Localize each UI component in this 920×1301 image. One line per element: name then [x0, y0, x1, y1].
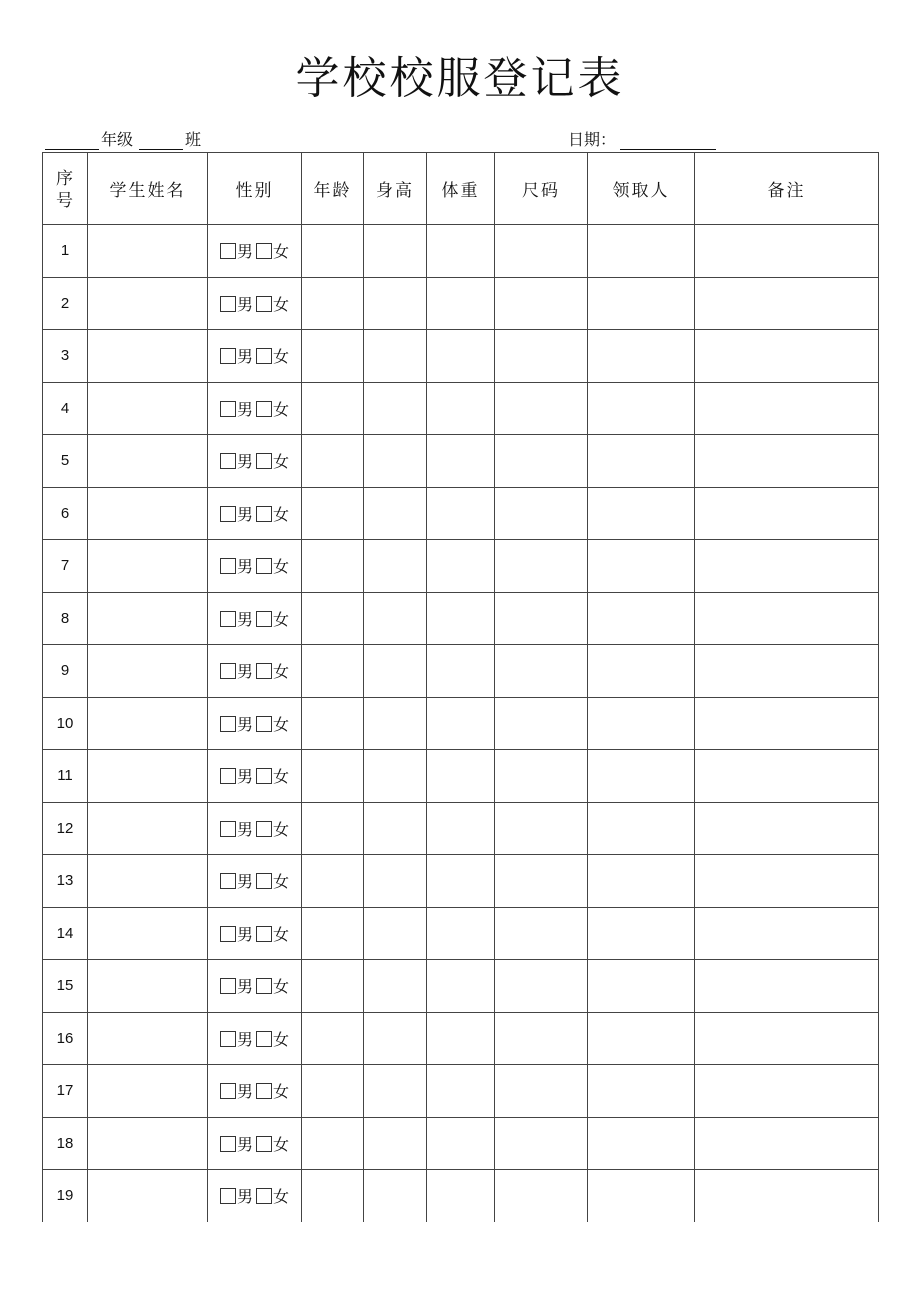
- gender-cell: [208, 750, 302, 803]
- male-checkbox[interactable]: [220, 1136, 236, 1152]
- receiver-cell[interactable]: [588, 907, 695, 960]
- size-cell[interactable]: [495, 330, 588, 383]
- student-name-cell[interactable]: [88, 1012, 208, 1065]
- receiver-cell[interactable]: [588, 855, 695, 908]
- form-title: 学校校服登记表: [295, 53, 625, 104]
- table-row: [43, 540, 879, 593]
- receiver-cell[interactable]: [588, 960, 695, 1013]
- age-cell[interactable]: [302, 645, 364, 698]
- date-blank[interactable]: [620, 131, 716, 150]
- remarks-cell[interactable]: [695, 645, 879, 698]
- header-weight: 体重: [427, 153, 495, 225]
- remarks-cell[interactable]: [695, 907, 879, 960]
- female-checkbox[interactable]: [256, 1136, 272, 1152]
- student-name-cell[interactable]: [88, 855, 208, 908]
- grade-class-line: [45, 126, 207, 150]
- remarks-cell[interactable]: [695, 1065, 879, 1118]
- table-header-row: [43, 153, 879, 225]
- male-label: 男: [236, 662, 253, 682]
- table-row: [43, 1012, 879, 1065]
- size-cell[interactable]: [495, 802, 588, 855]
- table-row: [43, 435, 879, 488]
- remarks-cell[interactable]: [695, 540, 879, 593]
- remarks-cell[interactable]: [695, 1012, 879, 1065]
- female-label: 女: [273, 872, 290, 892]
- male-checkbox[interactable]: [220, 716, 236, 732]
- gender-cell: [208, 697, 302, 750]
- female-checkbox[interactable]: [256, 243, 272, 259]
- receiver-cell[interactable]: [588, 382, 695, 435]
- size-cell[interactable]: [495, 697, 588, 750]
- weight-cell[interactable]: [427, 802, 495, 855]
- grade-blank[interactable]: [45, 131, 99, 150]
- height-cell[interactable]: [364, 487, 427, 540]
- female-label: 女: [273, 767, 290, 787]
- female-checkbox[interactable]: [256, 1188, 272, 1204]
- male-checkbox[interactable]: [220, 663, 236, 679]
- receiver-cell[interactable]: [588, 540, 695, 593]
- age-cell[interactable]: [302, 330, 364, 383]
- age-cell[interactable]: [302, 1117, 364, 1170]
- male-checkbox[interactable]: [220, 1188, 236, 1204]
- height-cell[interactable]: [364, 1012, 427, 1065]
- gender-cell: [208, 1012, 302, 1065]
- male-checkbox[interactable]: [220, 821, 236, 837]
- registration-table: [42, 152, 879, 1222]
- remarks-cell[interactable]: [695, 382, 879, 435]
- age-cell[interactable]: [302, 697, 364, 750]
- male-label: 男: [236, 1029, 253, 1049]
- remarks-cell[interactable]: [695, 750, 879, 803]
- row-seq: 7: [43, 540, 88, 593]
- size-cell[interactable]: [495, 645, 588, 698]
- table-row: [43, 907, 879, 960]
- age-cell[interactable]: [302, 750, 364, 803]
- age-cell[interactable]: [302, 487, 364, 540]
- student-name-cell[interactable]: [88, 277, 208, 330]
- male-label: 男: [236, 557, 253, 577]
- row-seq: 15: [43, 960, 88, 1013]
- gender-cell: [208, 435, 302, 488]
- weight-cell[interactable]: [427, 330, 495, 383]
- size-cell[interactable]: [495, 1012, 588, 1065]
- gender-cell: [208, 592, 302, 645]
- receiver-cell[interactable]: [588, 1170, 695, 1222]
- height-cell[interactable]: [364, 330, 427, 383]
- gender-cell: [208, 487, 302, 540]
- student-name-cell[interactable]: [88, 645, 208, 698]
- size-cell[interactable]: [495, 750, 588, 803]
- age-cell[interactable]: [302, 1065, 364, 1118]
- male-label: 男: [236, 1134, 253, 1154]
- gender-cell: [208, 225, 302, 278]
- male-checkbox[interactable]: [220, 873, 236, 889]
- date-line: [568, 126, 718, 150]
- size-cell[interactable]: [495, 382, 588, 435]
- female-checkbox[interactable]: [256, 663, 272, 679]
- male-label: 男: [236, 504, 253, 524]
- table-row: [43, 855, 879, 908]
- student-name-cell[interactable]: [88, 960, 208, 1013]
- gender-cell: [208, 277, 302, 330]
- remarks-cell[interactable]: [695, 435, 879, 488]
- age-cell[interactable]: [302, 225, 364, 278]
- table-row: [43, 330, 879, 383]
- weight-cell[interactable]: [427, 1065, 495, 1118]
- receiver-cell[interactable]: [588, 645, 695, 698]
- header-receiver: 领取人: [588, 153, 695, 225]
- table-row: [43, 225, 879, 278]
- class-blank[interactable]: [139, 131, 183, 150]
- male-checkbox[interactable]: [220, 558, 236, 574]
- student-name-cell[interactable]: [88, 802, 208, 855]
- male-label: 男: [236, 1082, 253, 1102]
- table-body: [43, 225, 879, 1222]
- weight-cell[interactable]: [427, 855, 495, 908]
- table-row: [43, 592, 879, 645]
- height-cell[interactable]: [364, 855, 427, 908]
- size-cell[interactable]: [495, 277, 588, 330]
- student-name-cell[interactable]: [88, 1117, 208, 1170]
- size-cell[interactable]: [495, 435, 588, 488]
- female-label: 女: [273, 1029, 290, 1049]
- header-height: 身高: [364, 153, 427, 225]
- age-cell[interactable]: [302, 1170, 364, 1222]
- row-seq: 5: [43, 435, 88, 488]
- male-label: 男: [236, 609, 253, 629]
- gender-cell: [208, 645, 302, 698]
- female-label: 女: [273, 347, 290, 367]
- height-cell[interactable]: [364, 1117, 427, 1170]
- height-cell[interactable]: [364, 277, 427, 330]
- height-cell[interactable]: [364, 645, 427, 698]
- remarks-cell[interactable]: [695, 960, 879, 1013]
- row-seq: 19: [43, 1170, 88, 1222]
- gender-cell: [208, 330, 302, 383]
- male-checkbox[interactable]: [220, 401, 236, 417]
- male-label: 男: [236, 924, 253, 944]
- male-checkbox[interactable]: [220, 296, 236, 312]
- table-row: [43, 487, 879, 540]
- female-checkbox[interactable]: [256, 506, 272, 522]
- receiver-cell[interactable]: [588, 487, 695, 540]
- male-label: 男: [236, 294, 253, 314]
- size-cell[interactable]: [495, 960, 588, 1013]
- student-name-cell[interactable]: [88, 382, 208, 435]
- remarks-cell[interactable]: [695, 1170, 879, 1222]
- size-cell[interactable]: [495, 855, 588, 908]
- height-cell[interactable]: [364, 382, 427, 435]
- size-cell[interactable]: [495, 1117, 588, 1170]
- header-age: 年龄: [302, 153, 364, 225]
- weight-cell[interactable]: [427, 750, 495, 803]
- table-row: [43, 750, 879, 803]
- age-cell[interactable]: [302, 592, 364, 645]
- female-checkbox[interactable]: [256, 1031, 272, 1047]
- male-checkbox[interactable]: [220, 768, 236, 784]
- weight-cell[interactable]: [427, 1117, 495, 1170]
- receiver-cell[interactable]: [588, 277, 695, 330]
- gender-cell: [208, 802, 302, 855]
- male-label: 男: [236, 452, 253, 472]
- class-label: 班: [185, 130, 202, 149]
- female-checkbox[interactable]: [256, 873, 272, 889]
- height-cell[interactable]: [364, 960, 427, 1013]
- female-checkbox[interactable]: [256, 926, 272, 942]
- row-seq: 13: [43, 855, 88, 908]
- receiver-cell[interactable]: [588, 697, 695, 750]
- male-checkbox[interactable]: [220, 506, 236, 522]
- female-checkbox[interactable]: [256, 611, 272, 627]
- weight-cell[interactable]: [427, 277, 495, 330]
- size-cell[interactable]: [495, 540, 588, 593]
- student-name-cell[interactable]: [88, 697, 208, 750]
- row-seq: 17: [43, 1065, 88, 1118]
- receiver-cell[interactable]: [588, 1117, 695, 1170]
- gender-cell: [208, 1170, 302, 1222]
- weight-cell[interactable]: [427, 435, 495, 488]
- male-checkbox[interactable]: [220, 926, 236, 942]
- row-seq: 16: [43, 1012, 88, 1065]
- height-cell[interactable]: [364, 225, 427, 278]
- male-label: 男: [236, 242, 253, 262]
- female-label: 女: [273, 714, 290, 734]
- age-cell[interactable]: [302, 960, 364, 1013]
- remarks-cell[interactable]: [695, 802, 879, 855]
- female-checkbox[interactable]: [256, 296, 272, 312]
- row-seq: 10: [43, 697, 88, 750]
- female-label: 女: [273, 1134, 290, 1154]
- receiver-cell[interactable]: [588, 592, 695, 645]
- male-label: 男: [236, 1187, 253, 1207]
- remarks-cell[interactable]: [695, 277, 879, 330]
- male-label: 男: [236, 977, 253, 997]
- weight-cell[interactable]: [427, 487, 495, 540]
- gender-cell: [208, 907, 302, 960]
- table-row: [43, 802, 879, 855]
- weight-cell[interactable]: [427, 645, 495, 698]
- receiver-cell[interactable]: [588, 225, 695, 278]
- row-seq: 2: [43, 277, 88, 330]
- female-label: 女: [273, 819, 290, 839]
- female-checkbox[interactable]: [256, 558, 272, 574]
- female-label: 女: [273, 977, 290, 997]
- female-checkbox[interactable]: [256, 348, 272, 364]
- female-checkbox[interactable]: [256, 716, 272, 732]
- receiver-cell[interactable]: [588, 750, 695, 803]
- student-name-cell[interactable]: [88, 225, 208, 278]
- student-name-cell[interactable]: [88, 592, 208, 645]
- height-cell[interactable]: [364, 907, 427, 960]
- student-name-cell[interactable]: [88, 1065, 208, 1118]
- female-checkbox[interactable]: [256, 978, 272, 994]
- height-cell[interactable]: [364, 697, 427, 750]
- age-cell[interactable]: [302, 435, 364, 488]
- table-row: [43, 645, 879, 698]
- height-cell[interactable]: [364, 1065, 427, 1118]
- height-cell[interactable]: [364, 750, 427, 803]
- male-checkbox[interactable]: [220, 453, 236, 469]
- weight-cell[interactable]: [427, 540, 495, 593]
- age-cell[interactable]: [302, 540, 364, 593]
- remarks-cell[interactable]: [695, 487, 879, 540]
- table-row: [43, 1065, 879, 1118]
- remarks-cell[interactable]: [695, 330, 879, 383]
- receiver-cell[interactable]: [588, 330, 695, 383]
- receiver-cell[interactable]: [588, 1065, 695, 1118]
- remarks-cell[interactable]: [695, 855, 879, 908]
- gender-cell: [208, 1117, 302, 1170]
- size-cell[interactable]: [495, 1065, 588, 1118]
- size-cell[interactable]: [495, 907, 588, 960]
- female-label: 女: [273, 452, 290, 472]
- remarks-cell[interactable]: [695, 697, 879, 750]
- weight-cell[interactable]: [427, 1170, 495, 1222]
- gender-cell: [208, 540, 302, 593]
- height-cell[interactable]: [364, 592, 427, 645]
- header-size: 尺码: [495, 153, 588, 225]
- receiver-cell[interactable]: [588, 1012, 695, 1065]
- female-checkbox[interactable]: [256, 821, 272, 837]
- female-label: 女: [273, 242, 290, 262]
- header-seq: [43, 153, 88, 225]
- student-name-cell[interactable]: [88, 330, 208, 383]
- height-cell[interactable]: [364, 540, 427, 593]
- male-checkbox[interactable]: [220, 1031, 236, 1047]
- age-cell[interactable]: [302, 802, 364, 855]
- row-seq: 14: [43, 907, 88, 960]
- gender-cell: [208, 382, 302, 435]
- size-cell[interactable]: [495, 1170, 588, 1222]
- female-label: 女: [273, 1082, 290, 1102]
- male-checkbox[interactable]: [220, 348, 236, 364]
- row-seq: 18: [43, 1117, 88, 1170]
- weight-cell[interactable]: [427, 382, 495, 435]
- row-seq: 6: [43, 487, 88, 540]
- gender-cell: [208, 960, 302, 1013]
- male-label: 男: [236, 819, 253, 839]
- female-label: 女: [273, 504, 290, 524]
- male-label: 男: [236, 399, 253, 419]
- weight-cell[interactable]: [427, 592, 495, 645]
- header-seq-label: 序号: [56, 168, 75, 211]
- grade-label: 年级: [101, 130, 134, 149]
- height-cell[interactable]: [364, 435, 427, 488]
- row-seq: 8: [43, 592, 88, 645]
- student-name-cell[interactable]: [88, 750, 208, 803]
- female-label: 女: [273, 1187, 290, 1207]
- student-name-cell[interactable]: [88, 540, 208, 593]
- remarks-cell[interactable]: [695, 1117, 879, 1170]
- remarks-cell[interactable]: [695, 225, 879, 278]
- female-label: 女: [273, 662, 290, 682]
- header-gender: 性别: [208, 153, 302, 225]
- female-label: 女: [273, 557, 290, 577]
- male-label: 男: [236, 347, 253, 367]
- age-cell[interactable]: [302, 382, 364, 435]
- size-cell[interactable]: [495, 487, 588, 540]
- row-seq: 9: [43, 645, 88, 698]
- female-checkbox[interactable]: [256, 401, 272, 417]
- female-label: 女: [273, 294, 290, 314]
- male-label: 男: [236, 714, 253, 734]
- row-seq: 11: [43, 750, 88, 803]
- age-cell[interactable]: [302, 1012, 364, 1065]
- age-cell[interactable]: [302, 855, 364, 908]
- age-cell[interactable]: [302, 277, 364, 330]
- size-cell[interactable]: [495, 225, 588, 278]
- receiver-cell[interactable]: [588, 435, 695, 488]
- male-checkbox[interactable]: [220, 1083, 236, 1099]
- table-row: [43, 960, 879, 1013]
- student-name-cell[interactable]: [88, 435, 208, 488]
- table-row: [43, 1117, 879, 1170]
- receiver-cell[interactable]: [588, 802, 695, 855]
- weight-cell[interactable]: [427, 697, 495, 750]
- student-name-cell[interactable]: [88, 487, 208, 540]
- male-checkbox[interactable]: [220, 978, 236, 994]
- weight-cell[interactable]: [427, 1012, 495, 1065]
- table-row: [43, 382, 879, 435]
- row-seq: 1: [43, 225, 88, 278]
- remarks-cell[interactable]: [695, 592, 879, 645]
- table-row: [43, 1170, 879, 1222]
- row-seq: 12: [43, 802, 88, 855]
- male-label: 男: [236, 872, 253, 892]
- row-seq: 4: [43, 382, 88, 435]
- header-name: 学生姓名: [88, 153, 208, 225]
- size-cell[interactable]: [495, 592, 588, 645]
- female-checkbox[interactable]: [256, 768, 272, 784]
- female-checkbox[interactable]: [256, 453, 272, 469]
- female-label: 女: [273, 924, 290, 944]
- student-name-cell[interactable]: [88, 1170, 208, 1222]
- female-label: 女: [273, 609, 290, 629]
- date-label: 日期：: [568, 130, 617, 149]
- header-remarks: 备注: [695, 153, 879, 225]
- table-row: [43, 277, 879, 330]
- female-label: 女: [273, 399, 290, 419]
- male-checkbox[interactable]: [220, 243, 236, 259]
- gender-cell: [208, 855, 302, 908]
- weight-cell[interactable]: [427, 960, 495, 1013]
- student-name-cell[interactable]: [88, 907, 208, 960]
- height-cell[interactable]: [364, 1170, 427, 1222]
- table-row: [43, 697, 879, 750]
- weight-cell[interactable]: [427, 907, 495, 960]
- male-checkbox[interactable]: [220, 611, 236, 627]
- female-checkbox[interactable]: [256, 1083, 272, 1099]
- male-label: 男: [236, 767, 253, 787]
- gender-cell: [208, 1065, 302, 1118]
- weight-cell[interactable]: [427, 225, 495, 278]
- age-cell[interactable]: [302, 907, 364, 960]
- row-seq: 3: [43, 330, 88, 383]
- height-cell[interactable]: [364, 802, 427, 855]
